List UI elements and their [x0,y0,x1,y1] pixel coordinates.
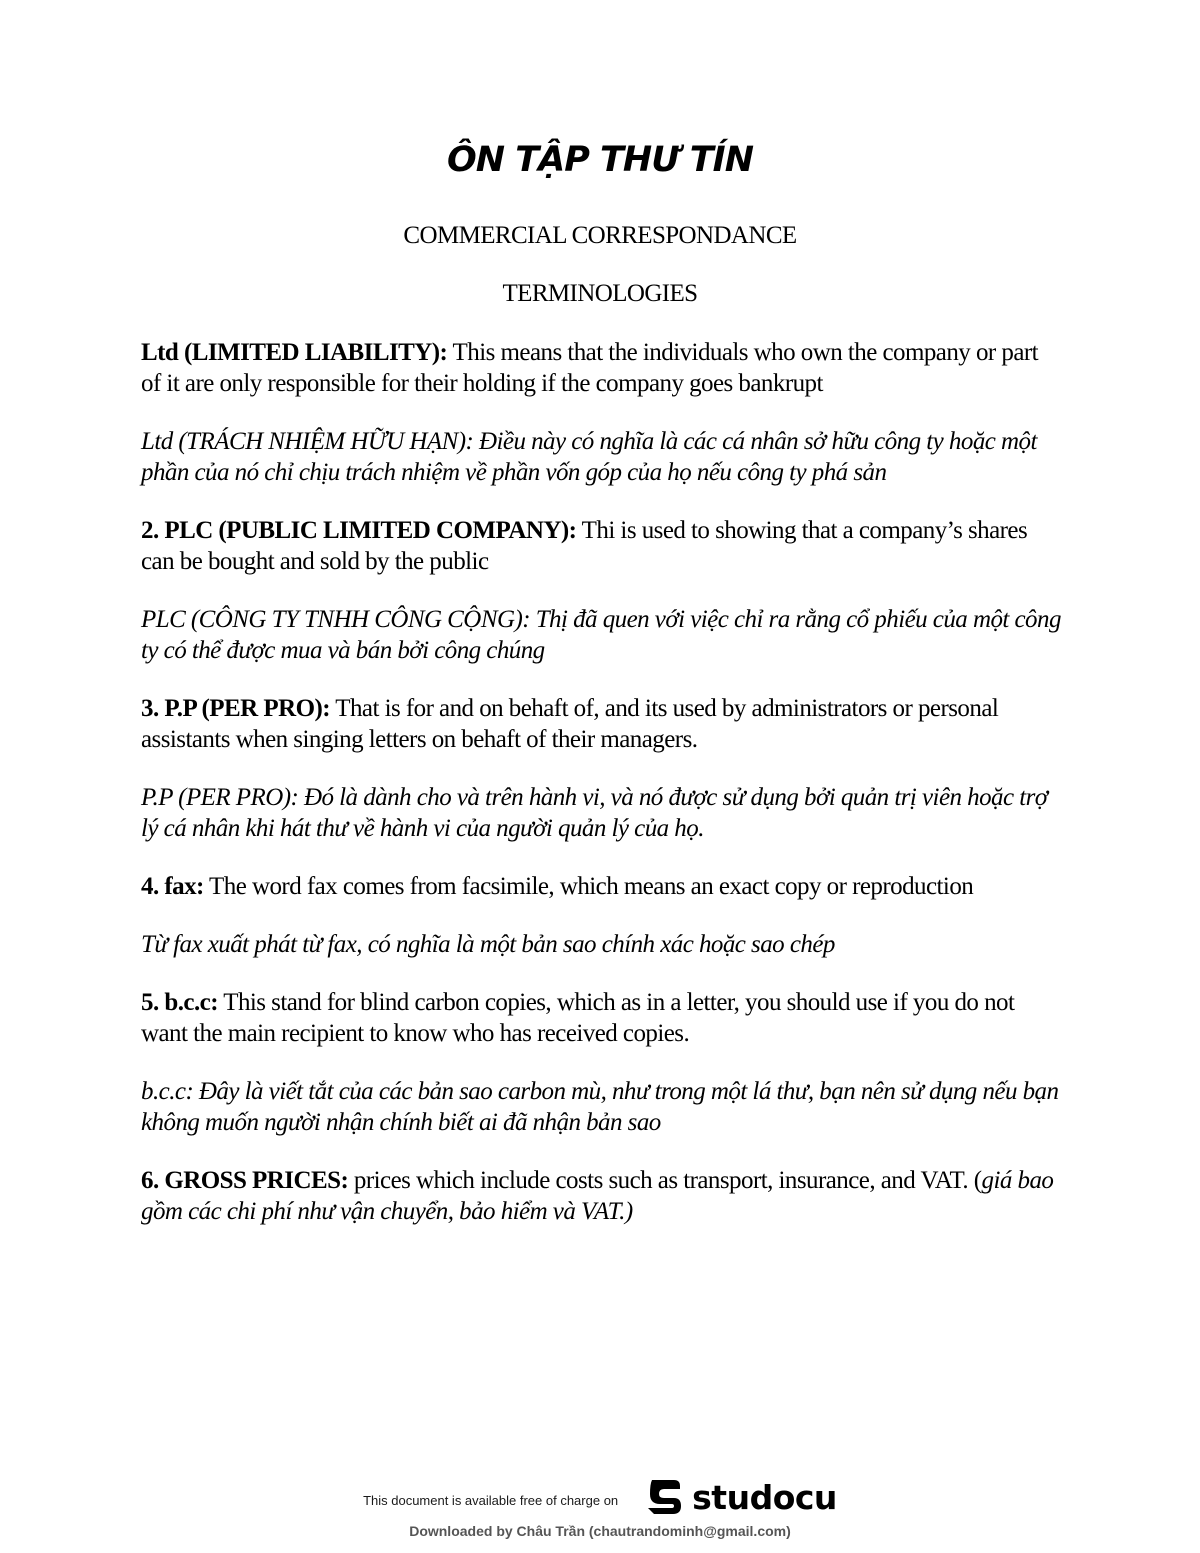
translation-fax: Từ fax xuất phát từ fax, có nghĩa là một bản sao chính xác hoặc sao chép [141,931,835,958]
entry-plc [141,515,1061,577]
entry-ltd [141,337,1061,399]
terminology-list [141,337,1061,1254]
entry-pp [141,693,1061,755]
entry-gross-prices [141,1165,1061,1227]
entry-fax [141,871,1061,902]
downloaded-by: Downloaded by Châu Trần (chautrandominh@gmail.com) [409,1523,791,1539]
translation-pp: P.P (PER PRO): Đó là dành cho và trên hành vi, và nó được sử dụng bởi quản trị viên hoặc trợ lý cá nhân khi hát thư về hành vi của người quản lý của họ. [141,784,1048,842]
footer [0,1476,1200,1518]
term-label: 4. fax: [141,873,204,900]
term-definition: The word fax comes from facsimile, which means an exact copy or reproduction [203,873,974,900]
translation-ltd: Ltd (TRÁCH NHIỆM HỮU HẠN): Điều này có nghĩa là các cá nhân sở hữu công ty hoặc một phần của nó chỉ chịu trách nhiệm về phần vốn góp của họ nếu công ty phá sản [141,428,1037,486]
document-title: ÔN TẬP THƯ TÍN [447,140,753,180]
term-translation: giá bao gồm các chi phí như vận chuyển, bảo hiểm và VAT.) [141,1167,1054,1225]
term-definition: That is for and on behaft of, and its used by administrators or personal assistants when singing letters on behaft of their managers. [141,695,999,753]
term-definition: This stand for blind carbon copies, which as in a letter, you should use if you do not want the main recipient to know who has received copies. [141,989,1015,1047]
section-heading: TERMINOLOGIES [502,280,698,307]
term-definition: This means that the individuals who own the company or part of it are only responsible for their holding if the company goes bankrupt [141,339,1039,397]
term-label: 6. GROSS PRICES: [141,1167,349,1194]
term-label: 2. PLC (PUBLIC LIMITED COMPANY): [141,517,577,544]
term-definition: Thi is used to showing that a company’s shares can be bought and sold by the public [141,517,1028,575]
studocu-icon [644,1476,686,1518]
term-label: Ltd (LIMITED LIABILITY): [141,339,448,366]
studocu-logo[interactable] [644,1476,837,1518]
term-label: 5. b.c.c: [141,989,218,1016]
term-definition: prices which include costs such as transport, insurance, and VAT. ( [348,1167,982,1194]
entry-bcc [141,987,1061,1049]
brand-name: studocu [692,1477,837,1517]
document-subtitle: COMMERCIAL CORRESPONDANCE [403,222,797,249]
translation-bcc: b.c.c: Đây là viết tắt của các bản sao carbon mù, như trong một lá thư, bạn nên sử dụng nếu bạn không muốn người nhận chính biết ai đã nhận bản sao [141,1078,1059,1136]
translation-plc: PLC (CÔNG TY TNHH CÔNG CỘNG): Thị đã quen với việc chỉ ra rằng cổ phiếu của một công ty có thể được mua và bán bởi công chúng [141,606,1061,664]
availability-text: This document is available free of charge on [363,1492,619,1508]
term-label: 3. P.P (PER PRO): [141,695,331,722]
